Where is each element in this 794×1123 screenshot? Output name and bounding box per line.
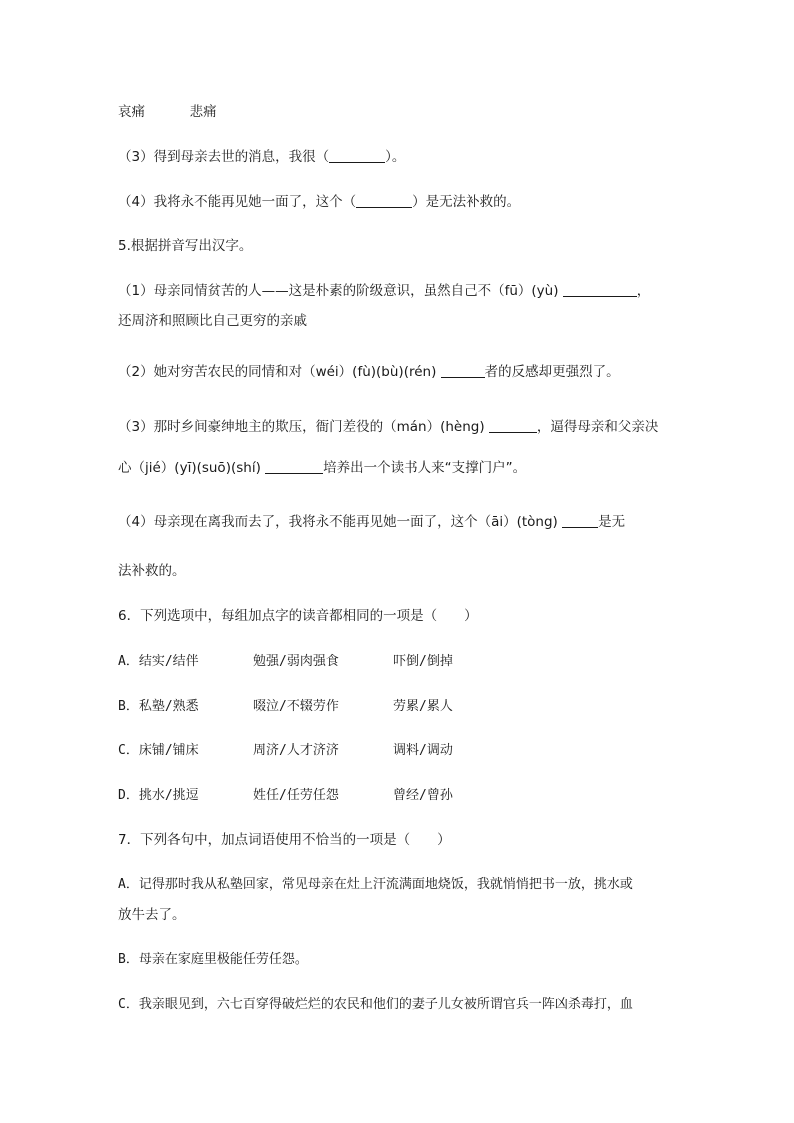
option-b-group-1: B．私塾/熟悉 [118,699,199,714]
option-a-group-3: 吓倒/倒掉 [393,654,453,669]
q5-title: 5.根据拼音写出汉字。 [118,238,253,254]
q6-title: 6．下列选项中，每组加点字的读音都相同的一项是（ ） [118,608,478,624]
option-a-group-1: A．结实/结伴 [118,654,199,669]
word-choice-2: 悲痛 [189,104,217,120]
q5-item-4: （4）母亲现在离我而去了，我将永不能再见她一面了，这个（āi）(tòng) 是无 [118,514,626,530]
q7-option-a[interactable]: A．记得那时我从私塾回家，常见母亲在灶上汗流满面地烧饭，我就悄悄把书一放，挑水或 [118,877,633,892]
q5-item-1: （1）母亲同情贫苦的人——这是朴素的阶级意识，虽然自己不（fū）(yù) ， [118,283,651,299]
answer-blank[interactable] [563,284,637,297]
answer-blank[interactable] [441,365,485,378]
q5-item-3: （3）那时乡间豪绅地主的欺压，衙门差役的（mán）(hèng) ，逼得母亲和父亲决 [118,419,659,435]
option-a-group-2: 勉强/弱肉强食 [253,654,339,669]
word-choice-1: 哀痛 [118,104,145,120]
q5-item-3-cont: 心（jié）(yī)(suō)(shí) 培养出一个读书人来“支撑门户”。 [118,460,527,476]
answer-blank[interactable] [265,461,323,474]
q7-option-b[interactable]: B．母亲在家庭里极能任劳任怨。 [118,952,308,967]
option-d-group-1: D．挑水/挑逗 [118,788,199,803]
option-b-group-3: 劳累/累人 [393,699,453,714]
option-c-group-1: C．床铺/铺床 [118,743,199,758]
q4-item-4: （4）我将永不能再见她一面了，这个（ ）是无法补救的。 [118,194,521,210]
q5-item-4-cont: 法补救的。 [118,563,186,579]
option-d-group-2: 姓任/任劳任怨 [253,788,339,803]
answer-blank[interactable] [329,150,385,163]
q7-title: 7．下列各句中，加点词语使用不恰当的一项是（ ） [118,832,451,848]
q5-item-1-cont: 还周济和照顾比自己更穷的亲戚 [118,313,307,329]
answer-blank[interactable] [356,195,412,208]
answer-blank[interactable] [489,420,537,433]
answer-blank[interactable] [562,515,598,528]
q5-item-2: （2）她对穷苦农民的同情和对（wéi）(fù)(bù)(rén) 者的反感却更强烈了。 [118,364,620,380]
option-c-group-2: 周济/人才济济 [253,743,339,758]
q4-item-3: （3）得到母亲去世的消息，我很（ ）。 [118,149,406,165]
option-c-group-3: 调料/调动 [393,743,453,758]
word-choices [118,106,217,120]
q7-option-c[interactable]: C．我亲眼见到，六七百穿得破烂烂的农民和他们的妻子儿女被所谓官兵一阵凶杀毒打，血 [118,997,633,1012]
option-d-group-3: 曾经/曾孙 [393,788,453,803]
q7-option-a-cont: 放牛去了。 [118,907,186,923]
option-b-group-2: 啜泣/不辍劳作 [253,699,339,714]
